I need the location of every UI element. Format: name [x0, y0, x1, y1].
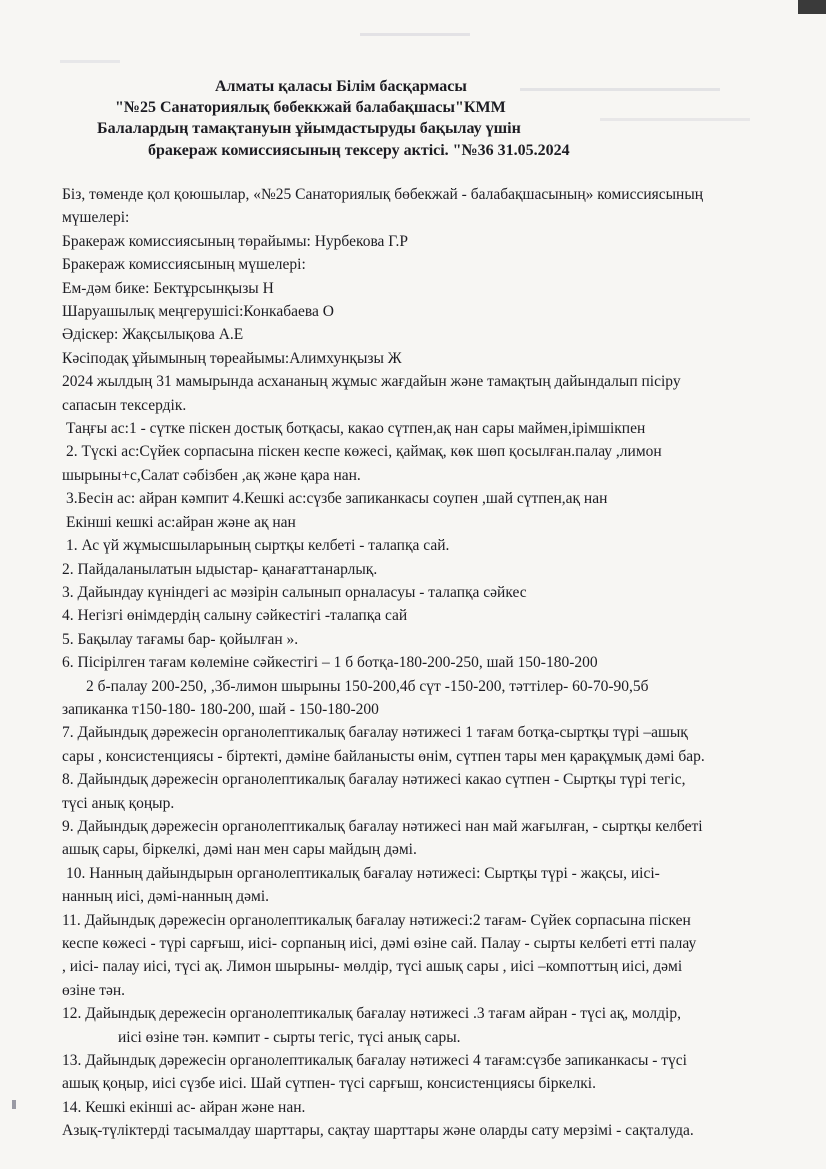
final-statement: Азық-түліктерді тасымалдау шарттары, сақтау шарттары және оларды сату мерзімі - сақталуда.: [62, 1122, 694, 1140]
header-institution: "№25 Санаториялық бөбеккжай балабақшасы"КММ: [115, 99, 506, 116]
menu-lunch: шырыны+с,Салат сәбізбен ,ақ және қара нан.: [62, 466, 361, 484]
bleed-through-mark: [60, 60, 120, 63]
header-purpose: Балалардың тамақтануын ұйымдастыруды бақылау үшін: [97, 120, 521, 137]
check-item: 6. Пісірілген тағам көлеміне сәйкестігі – 1 б ботқа-180-200-250, шай 150-180-200: [62, 654, 598, 672]
check-item: 13. Дайындық дәрежесін органолептикалық бағалау нәтижесі 4 тағам:сүзбе запиканкасы - түсі: [62, 1052, 687, 1070]
check-item: 8. Дайындық дәрежесін органолептикалық бағалау нәтижесі какао сүтпен - Сыртқы түрі тегіс,: [62, 771, 686, 789]
menu-lunch: 2. Түскі ас:Сүйек сорпасына піскен кеспе көжесі, қаймақ, көк шөп қосылған.палау ,лимон: [66, 443, 662, 461]
menu-breakfast: Таңғы ас:1 - сүтке піскен достық ботқасы, какао сүтпен,ақ нан сары маймен,ірімшікпен: [66, 420, 646, 438]
bleed-through-mark: [600, 118, 750, 121]
header-department: Алматы қаласы Білім басқармасы: [215, 78, 467, 95]
intro-line: мүшелері:: [62, 209, 130, 227]
header-act-title: бракераж комиссиясының тексеру актісі. "№36 31.05.2024: [148, 142, 570, 159]
commission-chair: Бракераж комиссиясының төрайымы: Нурбекова Г.Р: [62, 232, 409, 250]
menu-snack-dinner: 3.Бесін ас: айран кәмпит 4.Кешкі ас:сүзбе запиканкасы соупен ,шай сүтпен,ақ нан: [66, 490, 608, 508]
inspection-date: 2024 жылдың 31 мамырында асхананың жұмыс жағдайын және тамақтың дайындалып пісіру: [62, 373, 681, 391]
check-item: 12. Дайындық дережесін органолептикалық бағалау нәтижесі .3 тағам айран - түсі ақ, молдір,: [62, 1005, 681, 1023]
menu-second-dinner: Екінші кешкі ас:айран және ақ нан: [66, 513, 296, 531]
check-item: 10. Нанның дайындырын органолептикалық бағалау нәтижесі: Сыртқы түрі - жақсы, иісі-: [66, 864, 660, 882]
member-nurse: Ем-дәм бике: Бектұрсынқызы Н: [62, 279, 274, 297]
check-item: , иісі- палау иісі, түсі ақ. Лимон шырыны- мөлдір, түсі ашық сары , иісі –компоттың иісі, дәмі: [62, 958, 683, 976]
check-item: ашық қоңыр, иісі сүзбе иісі. Шай сүтпен- түсі сарғыш, консистенциясы біркелкі.: [62, 1075, 596, 1093]
check-item: сары , консистенциясы - біртекті, дәміне байланысты өнім, сүтпен тары мен қарақұмық дәмі бар.: [62, 747, 705, 765]
check-item: 7. Дайындық дәрежесін органолептикалық бағалау нәтижесі 1 тағам ботқа-сыртқы түрі –ашық: [62, 724, 688, 742]
scan-speck: [12, 1100, 16, 1109]
check-item: запиканка т150-180- 180-200, шай - 150-180-200: [62, 700, 379, 718]
check-item: кеспе көжесі - түрі сарғыш, иісі- сорпаның иісі, дәмі өзіне сай. Палау - сырты келбеті етті палау: [62, 935, 697, 952]
check-item: нанның иісі, дәмі-нанның дәмі.: [62, 888, 270, 906]
check-item: 4. Негізгі өнімдердің салыну сәйкестігі -талапқа сай: [62, 607, 408, 625]
member-methodist: Әдіскер: Жақсылықова А.Е: [62, 326, 244, 344]
member-manager: Шаруашылық меңгерушісі:Конкабаева О: [62, 303, 334, 321]
check-item: өзіне тән.: [62, 981, 126, 999]
check-item: 14. Кешкі екінші ас- айран және нан.: [62, 1098, 306, 1116]
check-item: ашық сары, біркелкі, дәмі нан мен сары майдың дәмі.: [62, 841, 417, 859]
corner-scan-mark: [798, 0, 826, 14]
bleed-through-mark: [520, 88, 720, 91]
inspection-date: сапасын тексердік.: [62, 396, 187, 414]
document-body: [62, 183, 772, 1143]
check-item: 1. Ас үй жұмысшыларының сыртқы келбеті - талапқа сай.: [66, 537, 450, 555]
bleed-through-mark: [360, 33, 470, 36]
check-item: 3. Дайындау күніндегі ас мәзірін салынып орналасуы - талапқа сәйкес: [62, 583, 527, 601]
intro-line: Біз, төменде қол қоюшылар, «№25 Санаториялық бөбекжай - балабақшасының» комиссиясының: [62, 186, 704, 203]
check-item: иісі өзіне тән. кәмпит - сырты тегіс, түсі анық сары.: [118, 1028, 461, 1046]
commission-members-heading: Бракераж комиссиясының мүшелері:: [62, 256, 306, 274]
check-item: 9. Дайындық дәрежесін органолептикалық бағалау нәтижесі нан май жағылған, - сыртқы келбеті: [62, 817, 703, 835]
check-item: түсі анық қоңыр.: [62, 794, 175, 812]
member-union-chair: Кәсіподақ ұйымының төреайымы:Алимхунқызы Ж: [62, 349, 402, 367]
check-item: 2 б-палау 200-250, ,3б-лимон шырыны 150-200,4б сүт -150-200, тәттілер- 60-70-90,5б: [86, 677, 649, 695]
check-item: 5. Бақылау тағамы бар- қойылған ».: [62, 630, 299, 648]
check-item: 11. Дайындық дәрежесін органолептикалық бағалау нәтижесі:2 тағам- Сүйек сорпасына піскен: [62, 911, 691, 929]
check-item: 2. Пайдаланылатын ыдыстар- қанағаттанарлық.: [62, 560, 378, 578]
